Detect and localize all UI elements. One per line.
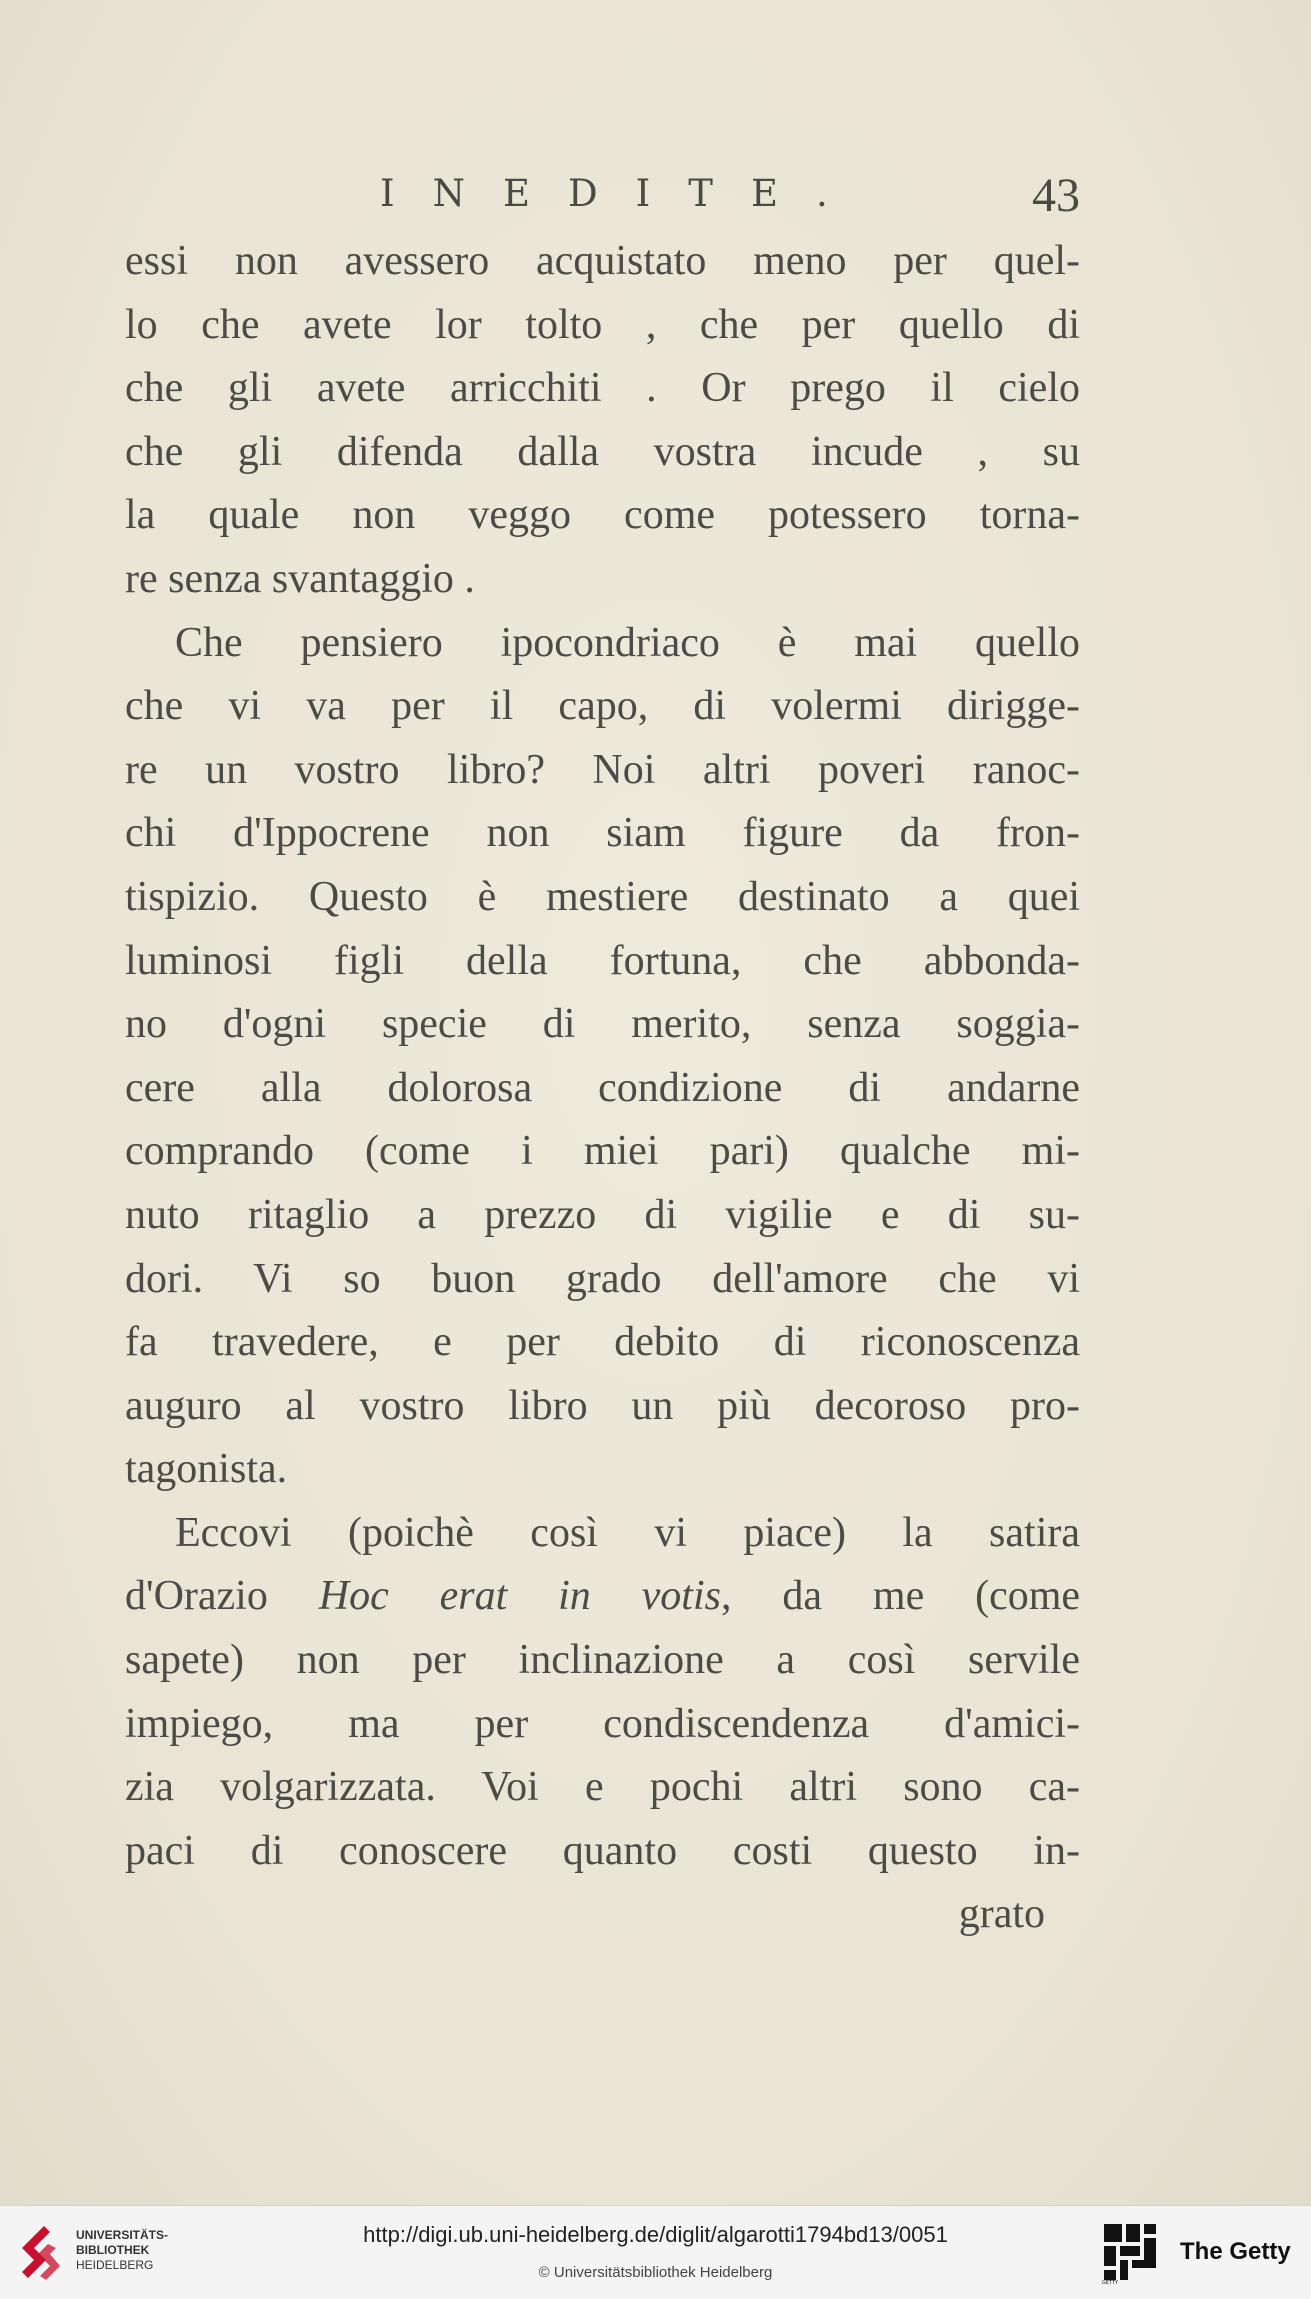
text-line: cere alla dolorosa condizione di andarne (125, 1064, 1080, 1111)
copyright-notice: © Universitätsbibliothek Heidelberg (538, 2264, 773, 2281)
latin-title: Hoc erat in votis (318, 1573, 721, 1620)
text-line: la quale non veggo come potessero torna- (125, 492, 1080, 539)
viewer-footer (0, 2205, 1311, 2299)
text-line: paci di conoscere quanto costi questo in- (125, 1827, 1080, 1874)
text-line: Eccovi (poichè così vi piace) la satira (175, 1509, 1080, 1556)
getty-logo-text: GETTY (1102, 2280, 1119, 2284)
text-line: sapete) non per inclinazione a così servile (125, 1637, 1080, 1684)
text-line: auguro al vostro libro un più decoroso pro- (125, 1382, 1080, 1429)
running-head: INEDITE. (380, 172, 866, 215)
text-line: luminosi figli della fortuna, che abbonda- (125, 937, 1080, 984)
getty-logo-icon (1102, 2220, 1160, 2284)
text-line: tispizio. Questo è mestiere destinato a quei (125, 873, 1080, 920)
text-line: Che pensiero ipocondriaco è mai quello (175, 619, 1080, 666)
getty-name: The Getty (1180, 2238, 1291, 2265)
text-line: tagonista. (125, 1446, 288, 1493)
library-name-line: UNIVERSITÄTS- (76, 2228, 169, 2242)
catchword: grato (958, 1891, 1045, 1938)
text-line: lo che avete lor tolto , che per quello di (125, 301, 1080, 348)
permalink-url[interactable]: http://digi.ub.uni-heidelberg.de/diglit/algarotti1794bd13/0051 (363, 2222, 948, 2247)
library-name-line: HEIDELBERG (76, 2258, 154, 2272)
text-line: comprando (come i miei pari) qualche mi- (125, 1128, 1080, 1175)
text-line: nuto ritaglio a prezzo di vigilie e di su- (125, 1191, 1080, 1238)
text-line: che vi va per il capo, di volermi dirigge- (125, 683, 1080, 730)
text-line: zia volgarizzata. Voi e pochi altri sono ca- (125, 1764, 1080, 1811)
text-line (125, 1565, 1080, 1629)
text-line: impiego, ma per condiscendenza d'amici- (125, 1700, 1080, 1747)
library-name-line: BIBLIOTHEK (76, 2243, 150, 2257)
text-line: fa travedere, e per debito di riconoscenza (125, 1319, 1080, 1366)
body-text (125, 230, 1080, 1947)
text-line: che gli difenda dalla vostra incude , su (125, 428, 1080, 475)
text-line: dori. Vi so buon grado dell'amore che vi (125, 1255, 1080, 1302)
text-segment: d'Orazio (125, 1573, 268, 1620)
text-segment: , da me (come (721, 1573, 1081, 1620)
text-line: re un vostro libro? Noi altri poveri ranoc- (125, 746, 1080, 793)
page-header (125, 168, 1080, 228)
page-number: 43 (1032, 169, 1080, 222)
text-line: chi d'Ippocrene non siam figure da fron- (125, 810, 1080, 857)
text-line: no d'ogni specie di merito, senza soggia- (125, 1001, 1080, 1048)
text-line: re senza svantaggio . (125, 555, 475, 602)
text-line: che gli avete arricchiti . Or prego il cielo (125, 365, 1080, 412)
text-line: essi non avessero acquistato meno per quel- (125, 238, 1080, 284)
